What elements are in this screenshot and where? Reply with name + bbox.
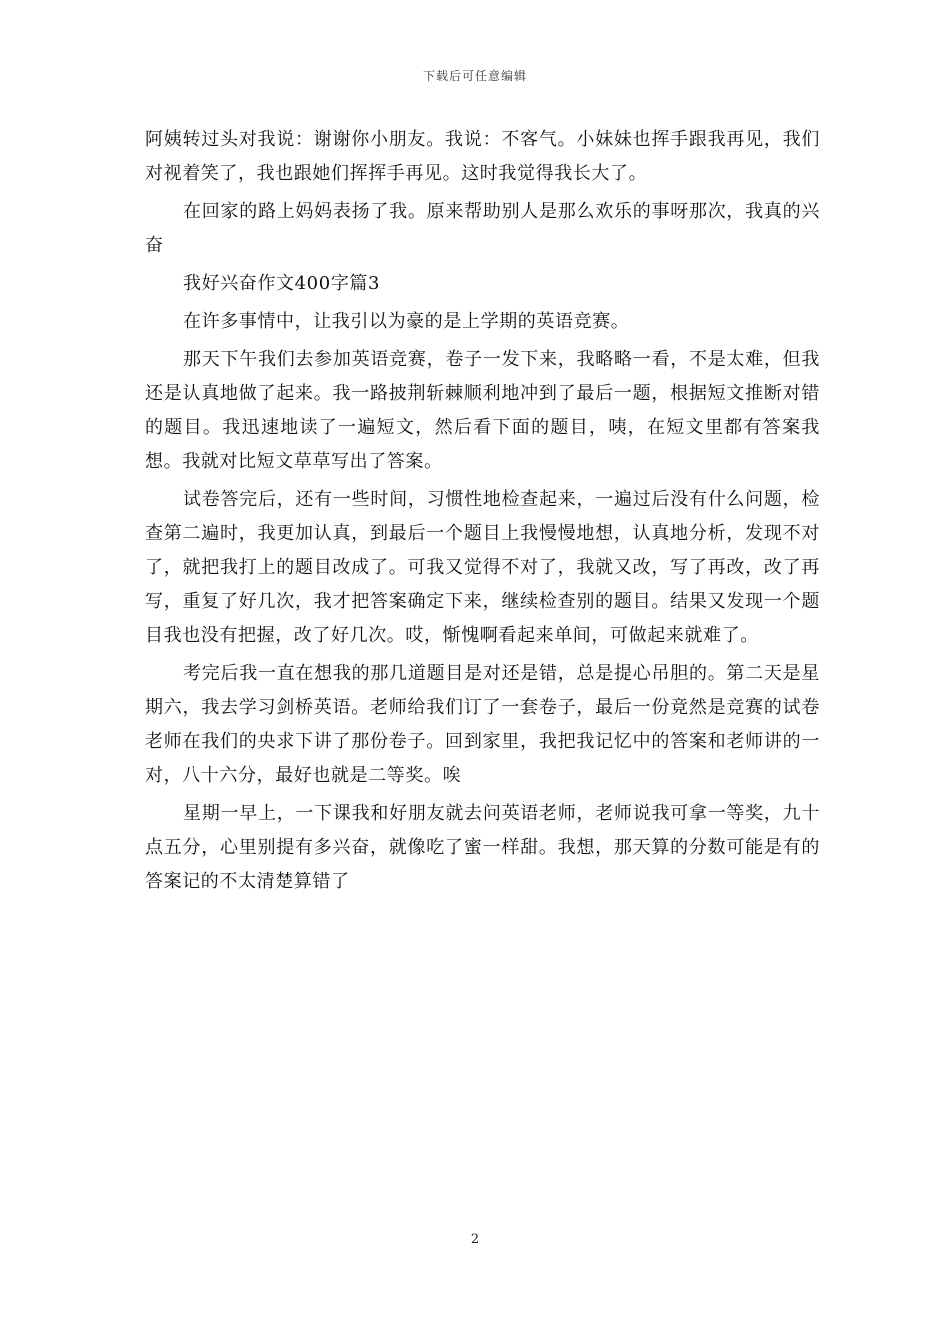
paragraph: 试卷答完后，还有一些时间，习惯性地检查起来，一遍过后没有什么问题，检查第二遍时，我更加认真，到最后一个题目上我慢慢地想，认真地分析，发现不对了，就把我打上的题目改成了。可我又觉得不对了，我就又改，写了再改，改了再写，重复了好几次，我才把答案确定下来，继续检查别的题目。结果又发现一个题目我也没有把握，改了好几次。哎，惭愧啊看起来单间，可做起来就难了。: [145, 489, 820, 646]
page-number: 2: [470, 1232, 480, 1247]
paragraph: 考完后我一直在想我的那几道题目是对还是错，总是提心吊胆的。第二天是星期六，我去学习剑桥英语。老师给我们订了一套卷子，最后一份竟然是竞赛的试卷老师在我们的央求下讲了那份卷子。回到家里，我把我记忆中的答案和老师讲的一对，八十六分，最好也就是二等奖。唉: [145, 663, 820, 786]
paragraph: 在许多事情中，让我引以为豪的是上学期的英语竞赛。: [183, 311, 630, 332]
paragraph: 那天下午我们去参加英语竞赛，卷子一发下来，我略略一看，不是太难，但我还是认真地做了起来。我一路披荆斩棘顺利地冲到了最后一题，根据短文推断对错的题目。我迅速地读了一遍短文，然后看下面的题目，咦，在短文里都有答案我想。我就对比短文草草写出了答案。: [145, 349, 820, 472]
paragraph: 在回家的路上妈妈表扬了我。原来帮助别人是那么欢乐的事呀那次，我真的兴奋: [145, 201, 820, 256]
paragraph: 星期一早上，一下课我和好朋友就去问英语老师，老师说我可拿一等奖，九十点五分，心里别提有多兴奋，就像吃了蜜一样甜。我想，那天算的分数可能是有的答案记的不太清楚算错了: [145, 803, 820, 892]
document-body: [145, 123, 820, 903]
header-note: 下载后可任意编辑: [422, 69, 527, 83]
paragraph-continuation: 阿姨转过头对我说：谢谢你小朋友。我说：不客气。小妹妹也挥手跟我再见，我们对视着笑了，我也跟她们挥挥手再见。这时我觉得我长大了。: [145, 129, 820, 184]
section-title: 我好兴奋作文400字篇3: [183, 273, 381, 294]
